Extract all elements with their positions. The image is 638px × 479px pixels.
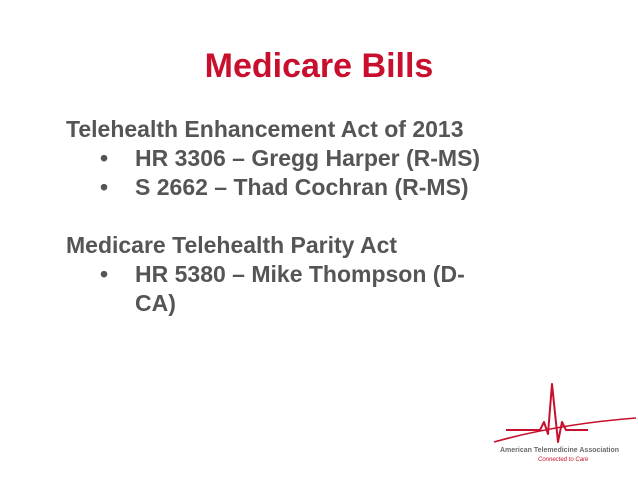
ata-logo: [488, 382, 638, 479]
bullet-icon: •: [100, 145, 109, 171]
bullet-list-telehealth-parity: [66, 260, 586, 318]
bullet-text: HR 5380 – Mike Thompson (D-: [135, 261, 465, 287]
section-heading-telehealth-enhancement: Telehealth Enhancement Act of 2013: [66, 116, 464, 142]
bullet-icon: •: [100, 261, 109, 287]
logo-tagline: Connected to Care: [538, 457, 589, 463]
bullet-item-continuation: [66, 289, 586, 318]
heartbeat-logo-icon: [488, 382, 638, 479]
slide-title: Medicare Bills: [204, 47, 434, 85]
logo-heartbeat-line: [506, 384, 588, 442]
bullet-item: [66, 144, 586, 173]
bullet-icon: •: [100, 174, 109, 200]
section-spacer: [66, 202, 586, 231]
bullet-item: [66, 173, 586, 202]
logo-name: American Telemedicine Association: [500, 447, 620, 454]
slide-content: [66, 115, 586, 318]
bullet-text: HR 3306 – Gregg Harper (R-MS): [135, 145, 481, 171]
bullet-item: [66, 260, 586, 289]
bullet-text: CA): [135, 290, 176, 316]
bullet-text: S 2662 – Thad Cochran (R-MS): [135, 174, 469, 200]
section-heading-telehealth-parity: Medicare Telehealth Parity Act: [66, 232, 398, 258]
bullet-list-telehealth-enhancement: [66, 144, 586, 202]
